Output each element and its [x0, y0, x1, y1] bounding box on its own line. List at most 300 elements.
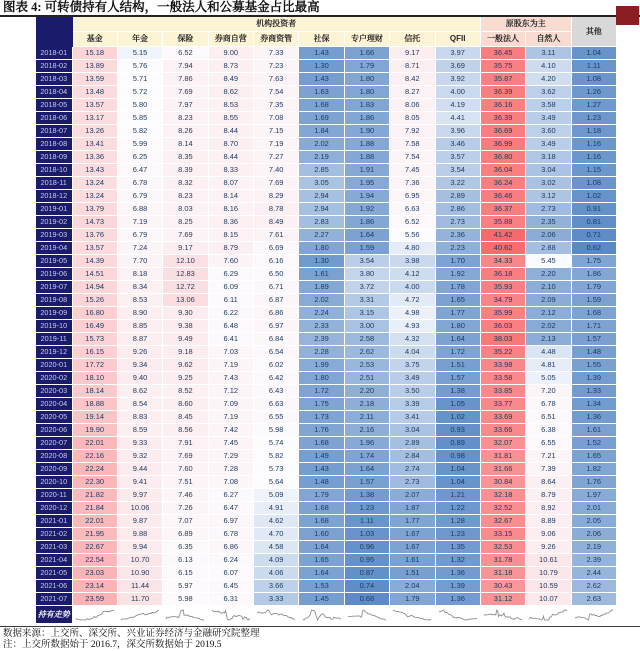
- heatmap-cell: 6.86: [208, 540, 253, 553]
- corner-accent-box: [616, 6, 639, 25]
- heatmap-cell: 5.82: [254, 449, 299, 462]
- heatmap-cell: 1.77: [390, 514, 435, 527]
- heatmap-cell: 3.96: [435, 124, 480, 137]
- heatmap-cell: 8.14: [208, 189, 253, 202]
- heatmap-cell: 1.68: [299, 501, 344, 514]
- heatmap-cell: 7.19: [117, 215, 162, 228]
- heatmap-cell: 33.98: [480, 358, 525, 371]
- sparkline-cell: [163, 605, 208, 623]
- heatmap-cell: 35.75: [480, 59, 525, 72]
- column-header: 保险: [163, 31, 208, 46]
- sparkline-row: [36, 605, 617, 623]
- heatmap-cell: 8.39: [163, 163, 208, 176]
- heatmap-cell: 3.54: [344, 254, 389, 267]
- date-column-header: [36, 31, 72, 46]
- heatmap-cell: 7.42: [208, 423, 253, 436]
- heatmap-cell: 4.41: [435, 111, 480, 124]
- heatmap-cell: 22.54: [72, 553, 117, 566]
- heatmap-cell: 1.34: [571, 397, 616, 410]
- heatmap-cell: 8.79: [526, 488, 571, 501]
- heatmap-cell: 10.59: [526, 579, 571, 592]
- column-header: 基金: [72, 31, 117, 46]
- heatmap-cell: 41.42: [480, 228, 525, 241]
- heatmap-cell: 1.11: [571, 59, 616, 72]
- table-row: [36, 371, 617, 384]
- heatmap-cell: 13.43: [72, 163, 117, 176]
- heatmap-cell: 1.77: [435, 306, 480, 319]
- heatmap-cell: 1.38: [435, 384, 480, 397]
- heatmap-cell: 3.92: [435, 72, 480, 85]
- page-title: 图表 4: 可转债持有人结构，一般法人和公募基金占比最高: [3, 0, 320, 14]
- heatmap-cell: 2.58: [344, 332, 389, 345]
- heatmap-cell: 6.31: [208, 592, 253, 605]
- heatmap-cell: 1.80: [344, 72, 389, 85]
- date-cell: 2019-02: [36, 215, 72, 228]
- date-cell: 2018-12: [36, 189, 72, 202]
- column-header-other: 其他: [571, 17, 616, 46]
- table-row: [36, 384, 617, 397]
- heatmap-cell: 22.01: [72, 436, 117, 449]
- heatmap-cell: 0.71: [571, 228, 616, 241]
- heatmap-cell: 7.09: [208, 397, 253, 410]
- table-row: [36, 475, 617, 488]
- holder-structure-table-wrap: [36, 17, 617, 624]
- table-row: [36, 449, 617, 462]
- heatmap-cell: 8.89: [526, 514, 571, 527]
- heatmap-cell: 5.98: [163, 592, 208, 605]
- heatmap-cell: 7.07: [163, 514, 208, 527]
- heatmap-cell: 2.62: [344, 345, 389, 358]
- table-row: [36, 332, 617, 345]
- heatmap-cell: 10.06: [117, 501, 162, 514]
- heatmap-cell: 12.72: [163, 280, 208, 293]
- heatmap-cell: 1.57: [571, 332, 616, 345]
- heatmap-cell: 34.33: [480, 254, 525, 267]
- heatmap-cell: 2.05: [571, 514, 616, 527]
- heatmap-cell: 1.30: [299, 254, 344, 267]
- heatmap-cell: 2.51: [344, 371, 389, 384]
- heatmap-cell: 31.78: [480, 553, 525, 566]
- date-cell: 2018-09: [36, 150, 72, 163]
- heatmap-cell: 33.77: [480, 397, 525, 410]
- heatmap-cell: 6.55: [254, 410, 299, 423]
- heatmap-cell: 1.80: [435, 319, 480, 332]
- heatmap-cell: 6.78: [208, 527, 253, 540]
- heatmap-cell: 1.15: [571, 163, 616, 176]
- heatmap-cell: 8.78: [254, 202, 299, 215]
- heatmap-cell: 13.06: [163, 293, 208, 306]
- date-cell: 2020-12: [36, 501, 72, 514]
- heatmap-cell: 8.85: [117, 319, 162, 332]
- heatmap-cell: 8.55: [208, 111, 253, 124]
- heatmap-cell: 8.15: [208, 228, 253, 241]
- heatmap-cell: 7.45: [390, 163, 435, 176]
- heatmap-cell: 1.75: [299, 397, 344, 410]
- heatmap-cell: 30.84: [480, 475, 525, 488]
- heatmap-cell: 9.26: [526, 540, 571, 553]
- heatmap-cell: 6.97: [254, 319, 299, 332]
- heatmap-cell: 18.14: [72, 384, 117, 397]
- date-cell: 2019-04: [36, 241, 72, 254]
- heatmap-cell: 35.93: [480, 280, 525, 293]
- heatmap-cell: 8.54: [117, 397, 162, 410]
- table-row: [36, 436, 617, 449]
- heatmap-cell: 7.97: [163, 98, 208, 111]
- heatmap-cell: 36.39: [480, 111, 525, 124]
- heatmap-cell: 6.87: [254, 293, 299, 306]
- heatmap-cell: 1.60: [299, 527, 344, 540]
- heatmap-cell: 8.64: [526, 475, 571, 488]
- heatmap-cell: 1.83: [344, 98, 389, 111]
- heatmap-cell: 6.97: [208, 514, 253, 527]
- heatmap-cell: 1.64: [299, 566, 344, 579]
- heatmap-cell: 1.04: [435, 475, 480, 488]
- heatmap-cell: 1.23: [571, 111, 616, 124]
- heatmap-cell: 8.62: [208, 85, 253, 98]
- table-row: [36, 293, 617, 306]
- table-row: [36, 98, 617, 111]
- heatmap-cell: 13.57: [72, 241, 117, 254]
- heatmap-cell: 6.78: [526, 397, 571, 410]
- heatmap-cell: 1.69: [299, 111, 344, 124]
- heatmap-cell: 12.83: [163, 267, 208, 280]
- heatmap-cell: 1.90: [344, 124, 389, 137]
- column-header-row: [36, 31, 617, 46]
- heatmap-cell: 3.31: [344, 293, 389, 306]
- heatmap-cell: 2.74: [390, 462, 435, 475]
- heatmap-cell: 0.87: [344, 566, 389, 579]
- heatmap-cell: 16.80: [72, 306, 117, 319]
- heatmap-cell: 8.71: [390, 59, 435, 72]
- heatmap-cell: 3.49: [390, 371, 435, 384]
- heatmap-cell: 7.36: [390, 176, 435, 189]
- heatmap-cell: 8.53: [117, 293, 162, 306]
- data-start-note: 注：上交所数据始于 2016.7，深交所数据始于 2019.5: [3, 640, 222, 650]
- heatmap-cell: 19.14: [72, 410, 117, 423]
- heatmap-cell: 1.79: [299, 488, 344, 501]
- heatmap-cell: 1.39: [571, 371, 616, 384]
- heatmap-cell: 36.80: [480, 150, 525, 163]
- heatmap-cell: 7.35: [254, 98, 299, 111]
- heatmap-cell: 2.63: [571, 592, 616, 605]
- heatmap-cell: 13.17: [72, 111, 117, 124]
- heatmap-cell: 1.95: [344, 176, 389, 189]
- heatmap-cell: 9.06: [526, 527, 571, 540]
- heatmap-cell: 5.85: [117, 111, 162, 124]
- date-cell: 2019-10: [36, 319, 72, 332]
- heatmap-cell: 4.10: [526, 59, 571, 72]
- heatmap-cell: 1.05: [435, 397, 480, 410]
- heatmap-cell: 9.88: [117, 527, 162, 540]
- heatmap-cell: 6.29: [208, 267, 253, 280]
- heatmap-cell: 8.60: [163, 397, 208, 410]
- heatmap-cell: 6.51: [526, 410, 571, 423]
- heatmap-cell: 1.68: [299, 98, 344, 111]
- heatmap-cell: 21.95: [72, 527, 117, 540]
- heatmap-cell: 12.10: [163, 254, 208, 267]
- heatmap-cell: 30.43: [480, 579, 525, 592]
- group-header-row: [36, 17, 617, 31]
- heatmap-cell: 3.18: [526, 150, 571, 163]
- heatmap-cell: 1.63: [299, 85, 344, 98]
- heatmap-cell: 6.22: [208, 306, 253, 319]
- heatmap-cell: 2.35: [526, 215, 571, 228]
- heatmap-cell: 2.94: [299, 202, 344, 215]
- heatmap-cell: 6.25: [117, 150, 162, 163]
- heatmap-cell: 8.25: [163, 215, 208, 228]
- heatmap-cell: 4.80: [390, 241, 435, 254]
- heatmap-cell: 1.57: [344, 475, 389, 488]
- heatmap-cell: 8.62: [117, 384, 162, 397]
- heatmap-cell: 8.49: [208, 72, 253, 85]
- heatmap-cell: 2.20: [344, 384, 389, 397]
- heatmap-cell: 3.97: [435, 46, 480, 59]
- heatmap-cell: 9.40: [117, 371, 162, 384]
- heatmap-cell: 1.73: [299, 410, 344, 423]
- heatmap-cell: 3.60: [526, 124, 571, 137]
- heatmap-cell: 7.19: [208, 410, 253, 423]
- heatmap-cell: 7.54: [390, 150, 435, 163]
- heatmap-cell: 3.72: [344, 280, 389, 293]
- heatmap-cell: 8.29: [254, 189, 299, 202]
- heatmap-cell: 2.23: [435, 241, 480, 254]
- heatmap-cell: 1.03: [344, 527, 389, 540]
- column-header: 社保: [299, 31, 344, 46]
- table-row: [36, 189, 617, 202]
- heatmap-cell: 4.32: [390, 332, 435, 345]
- heatmap-cell: 7.08: [208, 475, 253, 488]
- date-cell: 2020-01: [36, 358, 72, 371]
- heatmap-cell: 8.90: [117, 306, 162, 319]
- heatmap-cell: 1.11: [344, 514, 389, 527]
- date-cell: 2020-03: [36, 384, 72, 397]
- heatmap-cell: 1.89: [299, 280, 344, 293]
- heatmap-cell: 10.79: [526, 566, 571, 579]
- heatmap-cell: 3.05: [299, 176, 344, 189]
- heatmap-cell: 5.74: [254, 436, 299, 449]
- table-row: [36, 163, 617, 176]
- heatmap-cell: 1.64: [299, 540, 344, 553]
- date-cell: 2018-05: [36, 98, 72, 111]
- heatmap-cell: 3.54: [435, 163, 480, 176]
- heatmap-cell: 6.15: [163, 566, 208, 579]
- heatmap-cell: 0.62: [571, 241, 616, 254]
- sparkline-cell: [390, 605, 435, 623]
- date-cell: 2019-03: [36, 228, 72, 241]
- heatmap-cell: 11.70: [117, 592, 162, 605]
- heatmap-cell: 2.06: [526, 228, 571, 241]
- date-cell: 2021-04: [36, 553, 72, 566]
- heatmap-cell: 6.47: [117, 163, 162, 176]
- heatmap-cell: 1.08: [571, 176, 616, 189]
- heatmap-cell: 3.00: [344, 319, 389, 332]
- heatmap-cell: 13.26: [72, 124, 117, 137]
- date-cell: 2021-05: [36, 566, 72, 579]
- heatmap-cell: 8.34: [117, 280, 162, 293]
- heatmap-cell: 9.97: [117, 488, 162, 501]
- heatmap-cell: 8.42: [390, 72, 435, 85]
- heatmap-cell: 4.62: [254, 514, 299, 527]
- heatmap-cell: 36.99: [480, 137, 525, 150]
- table-row: [36, 462, 617, 475]
- heatmap-cell: 2.19: [299, 150, 344, 163]
- heatmap-cell: 6.42: [254, 371, 299, 384]
- heatmap-cell: 2.73: [435, 215, 480, 228]
- heatmap-cell: 2.18: [344, 397, 389, 410]
- heatmap-cell: 8.49: [254, 215, 299, 228]
- heatmap-cell: 4.91: [254, 501, 299, 514]
- heatmap-cell: 1.59: [344, 241, 389, 254]
- heatmap-cell: 8.18: [117, 267, 162, 280]
- heatmap-cell: 8.92: [526, 501, 571, 514]
- heatmap-cell: 18.88: [72, 397, 117, 410]
- heatmap-cell: 6.84: [254, 332, 299, 345]
- heatmap-cell: 1.52: [571, 436, 616, 449]
- heatmap-cell: 6.47: [208, 501, 253, 514]
- heatmap-cell: 1.38: [344, 488, 389, 501]
- heatmap-cell: 1.94: [344, 189, 389, 202]
- heatmap-cell: 33.58: [480, 371, 525, 384]
- heatmap-cell: 2.19: [571, 540, 616, 553]
- table-row: [36, 137, 617, 150]
- heatmap-cell: 14.51: [72, 267, 117, 280]
- table-row: [36, 267, 617, 280]
- table-header: [36, 17, 617, 46]
- heatmap-cell: 6.16: [254, 254, 299, 267]
- heatmap-cell: 3.58: [526, 98, 571, 111]
- table-row: [36, 85, 617, 98]
- heatmap-cell: 9.25: [163, 371, 208, 384]
- table-row: [36, 397, 617, 410]
- heatmap-cell: 1.59: [571, 293, 616, 306]
- heatmap-cell: 8.07: [208, 176, 253, 189]
- heatmap-cell: 1.68: [571, 306, 616, 319]
- heatmap-cell: 2.02: [299, 137, 344, 150]
- heatmap-cell: 7.60: [208, 254, 253, 267]
- sparkline-cell: [480, 605, 525, 623]
- heatmap-cell: 2.11: [344, 410, 389, 423]
- heatmap-cell: 7.60: [163, 462, 208, 475]
- heatmap-cell: 1.82: [571, 462, 616, 475]
- column-header: 信托: [390, 31, 435, 46]
- heatmap-cell: 7.69: [254, 176, 299, 189]
- heatmap-cell: 2.24: [299, 306, 344, 319]
- heatmap-cell: 3.22: [435, 176, 480, 189]
- table-row: [36, 215, 617, 228]
- heatmap-cell: 13.59: [72, 72, 117, 85]
- heatmap-cell: 2.12: [526, 306, 571, 319]
- column-header: 券商资管: [254, 31, 299, 46]
- date-cell: 2021-02: [36, 527, 72, 540]
- heatmap-cell: 8.16: [208, 202, 253, 215]
- heatmap-cell: 3.41: [390, 410, 435, 423]
- date-cell: 2020-04: [36, 397, 72, 410]
- heatmap-cell: 3.66: [254, 579, 299, 592]
- heatmap-cell: 1.57: [435, 371, 480, 384]
- heatmap-cell: 6.79: [117, 189, 162, 202]
- table-row: [36, 46, 617, 59]
- heatmap-cell: 6.27: [208, 488, 253, 501]
- heatmap-cell: 8.53: [208, 98, 253, 111]
- heatmap-cell: 1.68: [299, 436, 344, 449]
- heatmap-cell: 1.02: [435, 410, 480, 423]
- heatmap-cell: 1.55: [571, 358, 616, 371]
- heatmap-cell: 2.89: [390, 436, 435, 449]
- date-cell: 2019-11: [36, 332, 72, 345]
- heatmap-cell: 36.69: [480, 124, 525, 137]
- heatmap-cell: 9.44: [117, 462, 162, 475]
- heatmap-cell: 14.73: [72, 215, 117, 228]
- heatmap-cell: 8.56: [163, 423, 208, 436]
- date-cell: 2020-07: [36, 436, 72, 449]
- heatmap-cell: 2.33: [299, 319, 344, 332]
- heatmap-cell: 8.03: [163, 202, 208, 215]
- heatmap-cell: 1.28: [435, 514, 480, 527]
- date-cell: 2020-11: [36, 488, 72, 501]
- heatmap-cell: 15.18: [72, 46, 117, 59]
- heatmap-cell: 3.69: [435, 59, 480, 72]
- heatmap-cell: 3.12: [526, 189, 571, 202]
- date-cell: 2018-01: [36, 46, 72, 59]
- table-row: [36, 553, 617, 566]
- date-cell: 2020-09: [36, 462, 72, 475]
- heatmap-cell: 6.71: [254, 280, 299, 293]
- heatmap-cell: 1.72: [299, 384, 344, 397]
- heatmap-cell: 9.41: [117, 475, 162, 488]
- heatmap-cell: 15.26: [72, 293, 117, 306]
- table-row: [36, 241, 617, 254]
- heatmap-cell: 31.66: [480, 462, 525, 475]
- heatmap-cell: 1.86: [344, 111, 389, 124]
- table-row: [36, 527, 617, 540]
- heatmap-cell: 2.39: [571, 553, 616, 566]
- heatmap-cell: 6.55: [526, 436, 571, 449]
- heatmap-cell: 8.23: [163, 111, 208, 124]
- heatmap-cell: 14.39: [72, 254, 117, 267]
- date-cell: 2018-04: [36, 85, 72, 98]
- heatmap-cell: 1.76: [299, 423, 344, 436]
- heatmap-cell: 6.63: [254, 397, 299, 410]
- heatmap-cell: 7.45: [208, 436, 253, 449]
- heatmap-cell: 1.33: [571, 384, 616, 397]
- heatmap-cell: 15.73: [72, 332, 117, 345]
- heatmap-cell: 8.36: [208, 215, 253, 228]
- heatmap-cell: 2.02: [526, 319, 571, 332]
- heatmap-cell: 9.26: [117, 345, 162, 358]
- heatmap-cell: 9.17: [390, 46, 435, 59]
- heatmap-cell: 4.04: [390, 345, 435, 358]
- heatmap-cell: 33.85: [480, 384, 525, 397]
- heatmap-cell: 1.23: [435, 527, 480, 540]
- table-row: [36, 59, 617, 72]
- heatmap-cell: 1.86: [571, 267, 616, 280]
- heatmap-cell: 1.21: [435, 488, 480, 501]
- heatmap-cell: 0.91: [571, 202, 616, 215]
- heatmap-cell: 1.79: [344, 59, 389, 72]
- heatmap-cell: 7.27: [254, 150, 299, 163]
- heatmap-cell: 8.26: [163, 124, 208, 137]
- table-row: [36, 176, 617, 189]
- heatmap-cell: 32.18: [480, 488, 525, 501]
- table-row: [36, 345, 617, 358]
- heatmap-cell: 4.09: [254, 553, 299, 566]
- heatmap-cell: 2.85: [299, 163, 344, 176]
- heatmap-cell: 36.04: [480, 163, 525, 176]
- heatmap-cell: 8.87: [117, 332, 162, 345]
- heatmap-cell: 1.48: [571, 345, 616, 358]
- heatmap-cell: 5.71: [117, 72, 162, 85]
- heatmap-cell: 2.73: [390, 475, 435, 488]
